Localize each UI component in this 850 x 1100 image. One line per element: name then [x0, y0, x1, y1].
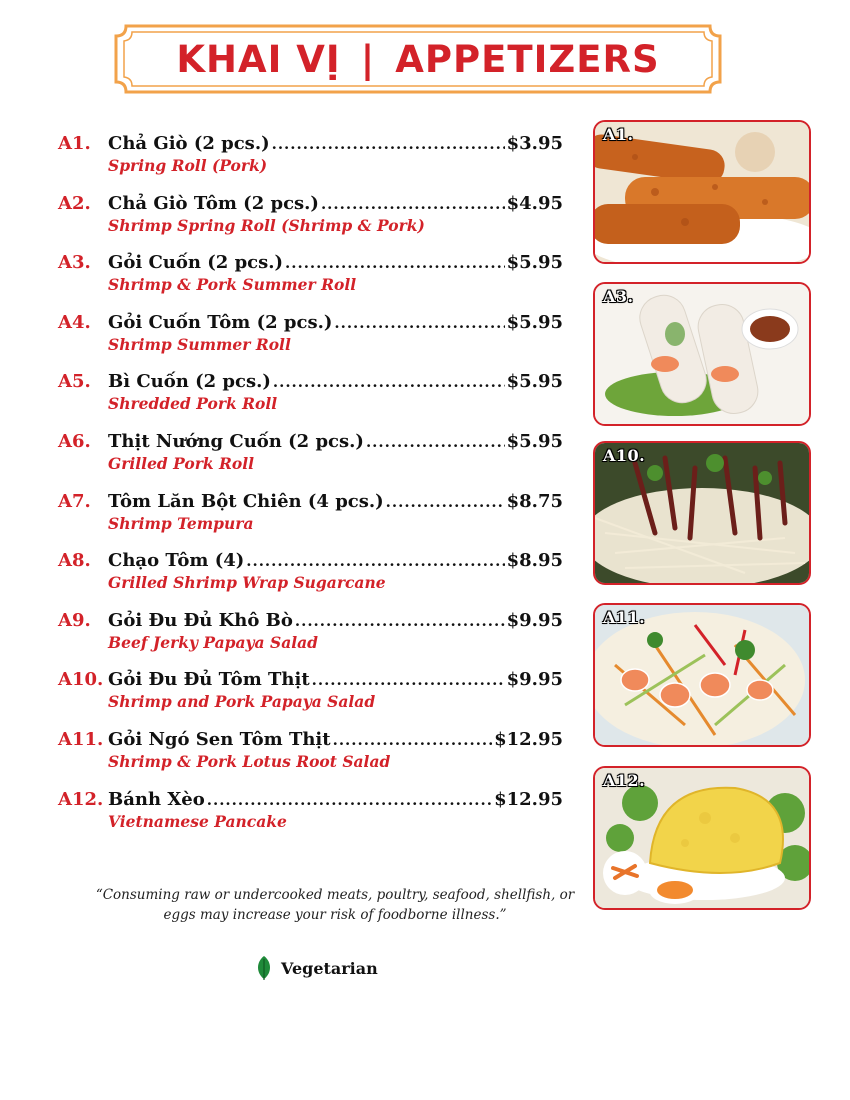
item-english-name: Spring Roll (Pork) — [108, 156, 268, 175]
item-price: $12.95 — [494, 728, 563, 750]
photo-summer-rolls — [593, 282, 811, 426]
menu-item — [58, 549, 563, 609]
item-english-name: Grilled Pork Roll — [108, 453, 255, 473]
dot-leader — [366, 430, 505, 454]
menu-item — [58, 788, 563, 848]
item-code: A2. — [58, 192, 91, 214]
menu-item — [58, 132, 563, 192]
photo-label: A12. — [603, 771, 646, 790]
item-code: A12. — [58, 788, 104, 810]
dot-leader — [246, 549, 504, 573]
menu-item — [58, 370, 563, 430]
menu-item — [58, 728, 563, 788]
item-price: $5.95 — [506, 430, 563, 452]
photo-spring-rolls — [593, 120, 811, 264]
header-banner — [112, 22, 724, 96]
leaf-icon — [255, 955, 273, 981]
title-separator: | — [360, 37, 376, 81]
dot-leader — [312, 668, 505, 692]
title-english: APPETIZERS — [395, 37, 660, 81]
dot-leader — [272, 132, 505, 156]
item-name: Chạo Tôm (4) — [108, 550, 245, 572]
item-code: A3. — [58, 252, 91, 274]
item-code: A7. — [58, 490, 91, 512]
item-name: Gỏi Ngó Sen Tôm Thịt — [108, 728, 331, 750]
item-price: $8.75 — [506, 490, 563, 512]
item-name: Chả Giò Tôm (2 pcs.) — [108, 192, 319, 214]
item-price: $12.95 — [494, 788, 563, 810]
menu-item — [58, 311, 563, 371]
item-name: Chả Giò (2 pcs.) — [108, 133, 270, 154]
item-code: A10. — [58, 669, 104, 691]
item-english-name: Beef Jerky Papaya Salad — [108, 632, 319, 652]
item-code: A8. — [58, 550, 91, 572]
vegetarian-label: Vegetarian — [281, 958, 378, 978]
item-code: A1. — [58, 133, 91, 154]
dot-leader — [333, 728, 493, 752]
item-name: Thịt Nướng Cuốn (2 pcs.) — [108, 430, 364, 452]
item-english-name: Shrimp Tempura — [108, 513, 254, 533]
photo-vietnamese-pancake — [593, 766, 811, 910]
item-english-name: Shrimp & Pork Summer Roll — [108, 275, 357, 295]
item-name: Tôm Lăn Bột Chiên (4 pcs.) — [108, 490, 384, 512]
dot-leader — [386, 490, 505, 514]
item-name: Gỏi Đu Đủ Tôm Thịt — [108, 669, 310, 691]
item-name: Gỏi Cuốn (2 pcs.) — [108, 252, 284, 274]
item-english-name: Shrimp and Pork Papaya Salad — [108, 692, 376, 712]
dot-leader — [273, 370, 505, 394]
item-price: $9.95 — [506, 609, 563, 631]
item-price: $5.95 — [506, 252, 563, 274]
menu-item — [58, 192, 563, 252]
item-name: Bánh Xèo — [108, 788, 205, 810]
photo-papaya-salad — [593, 441, 811, 585]
dot-leader — [207, 788, 492, 812]
item-english-name: Vietnamese Pancake — [108, 811, 287, 831]
item-code: A9. — [58, 609, 91, 631]
photo-lotus-root-salad — [593, 603, 811, 747]
menu-item — [58, 251, 563, 311]
item-english-name: Shrimp & Pork Lotus Root Salad — [108, 751, 391, 771]
dot-leader — [334, 311, 504, 335]
item-code: A5. — [58, 371, 91, 393]
title-vietnamese: KHAI VỊ — [176, 37, 341, 81]
item-price: $3.95 — [506, 133, 563, 154]
menu-item — [58, 609, 563, 669]
menu-item — [58, 668, 563, 728]
photo-label: A10. — [603, 446, 646, 465]
item-price: $8.95 — [506, 550, 563, 572]
item-code: A11. — [58, 728, 104, 750]
dot-leader — [295, 609, 505, 633]
item-name: Gỏi Cuốn Tôm (2 pcs.) — [108, 311, 333, 333]
photo-label: A3. — [603, 287, 634, 306]
dot-leader — [285, 251, 505, 275]
item-price: $9.95 — [506, 669, 563, 691]
page-title — [112, 22, 724, 96]
vegetarian-legend — [255, 955, 378, 981]
item-code: A4. — [58, 311, 91, 333]
notice-line: “Consuming raw or undercooked meats, poultry, seafood, shellfish, or — [95, 887, 575, 903]
item-code: A6. — [58, 430, 91, 452]
photo-label: A11. — [603, 608, 646, 627]
item-price: $4.95 — [506, 192, 563, 214]
item-name: Bì Cuốn (2 pcs.) — [108, 371, 271, 393]
item-english-name: Grilled Shrimp Wrap Sugarcane — [108, 573, 386, 593]
photo-label: A1. — [603, 125, 634, 144]
item-price: $5.95 — [506, 371, 563, 393]
item-english-name: Shrimp Summer Roll — [108, 334, 291, 354]
menu-list — [58, 132, 563, 847]
item-price: $5.95 — [506, 311, 563, 333]
item-name: Gỏi Đu Đủ Khô Bò — [108, 609, 293, 631]
notice-line: eggs may increase your risk of foodborne illness.” — [163, 907, 507, 923]
menu-item — [58, 490, 563, 550]
item-english-name: Shrimp Spring Roll (Shrimp & Pork) — [108, 215, 425, 235]
item-english-name: Shredded Pork Roll — [108, 394, 278, 414]
food-safety-notice — [70, 885, 600, 925]
menu-item — [58, 430, 563, 490]
dot-leader — [321, 192, 505, 216]
